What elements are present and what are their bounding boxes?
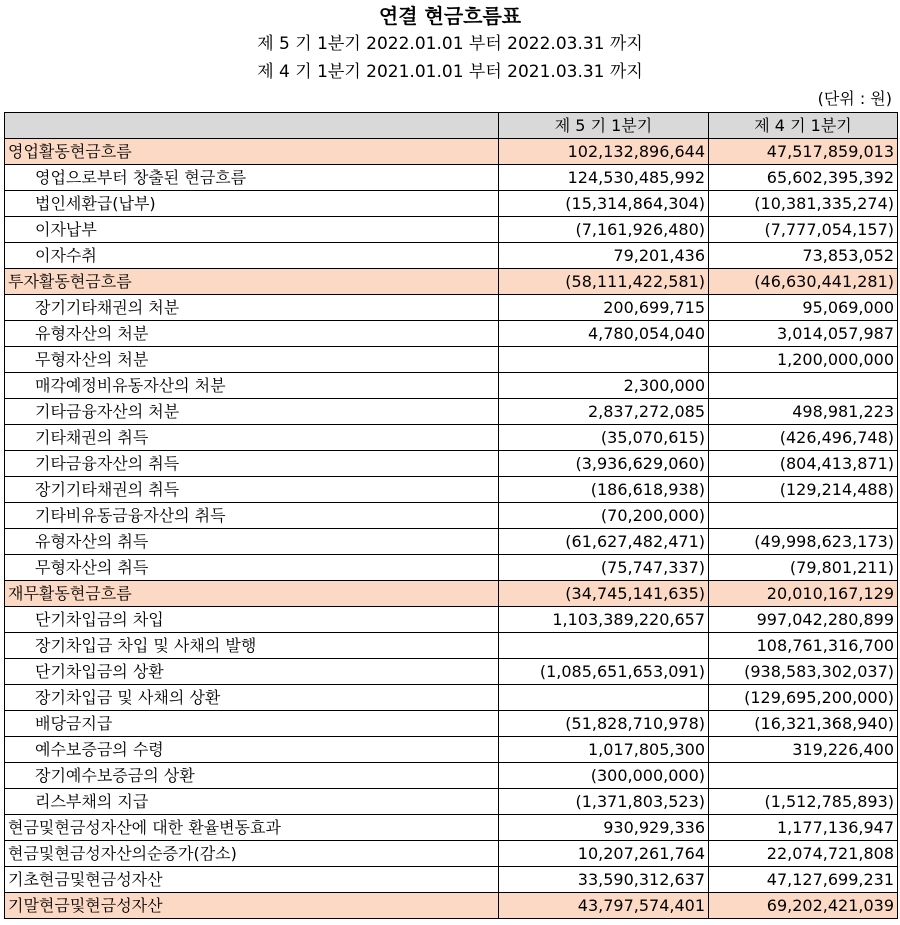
prior-period-value [709, 373, 898, 399]
current-period-value [499, 347, 709, 373]
table-row [5, 737, 898, 763]
current-period-value: 33,590,312,637 [499, 867, 709, 893]
prior-period-value: (804,413,871) [709, 451, 898, 477]
current-period-value: 102,132,896,644 [499, 139, 709, 165]
row-label: 단기차입금의 차입 [5, 607, 499, 633]
prior-period-value: (938,583,302,037) [709, 659, 898, 685]
current-period-value: 4,780,054,040 [499, 321, 709, 347]
prior-period-value: 65,602,395,392 [709, 165, 898, 191]
current-period-value [499, 685, 709, 711]
row-label: 장기차입금 차입 및 사채의 발행 [5, 633, 499, 659]
table-row [5, 633, 898, 659]
prior-period-value: 1,200,000,000 [709, 347, 898, 373]
prior-period-value: (10,381,335,274) [709, 191, 898, 217]
table-row [5, 815, 898, 841]
column-header-current: 제 5 기 1분기 [499, 113, 709, 139]
period-prior: 제 4 기 1분기 2021.01.01 부터 2021.03.31 까지 [257, 62, 643, 82]
current-period-value: (70,200,000) [499, 503, 709, 529]
table-row [5, 867, 898, 893]
current-period-value: 2,837,272,085 [499, 399, 709, 425]
table-row [5, 217, 898, 243]
prior-period-value: (79,801,211) [709, 555, 898, 581]
row-label: 기타채권의 취득 [5, 425, 499, 451]
row-label: 예수보증금의 수령 [5, 737, 499, 763]
column-header-label [5, 113, 499, 139]
current-period-value: 930,929,336 [499, 815, 709, 841]
prior-period-value [709, 763, 898, 789]
table-row [5, 347, 898, 373]
current-period-value: (15,314,864,304) [499, 191, 709, 217]
current-period-value: (1,371,803,523) [499, 789, 709, 815]
table-row [5, 893, 898, 919]
row-label: 유형자산의 취득 [5, 529, 499, 555]
row-label: 기말현금및현금성자산 [5, 893, 499, 919]
current-period-value: 43,797,574,401 [499, 893, 709, 919]
prior-period-value: 69,202,421,039 [709, 893, 898, 919]
table-row [5, 503, 898, 529]
current-period-value: (75,747,337) [499, 555, 709, 581]
table-row [5, 711, 898, 737]
row-label: 유형자산의 처분 [5, 321, 499, 347]
table-row [5, 555, 898, 581]
current-period-value: 10,207,261,764 [499, 841, 709, 867]
current-period-value: 79,201,436 [499, 243, 709, 269]
prior-period-value: 997,042,280,899 [709, 607, 898, 633]
table-row [5, 451, 898, 477]
prior-period-value: (46,630,441,281) [709, 269, 898, 295]
current-period-value: (300,000,000) [499, 763, 709, 789]
row-label: 기타비유동금융자산의 취득 [5, 503, 499, 529]
current-period-value: 1,017,805,300 [499, 737, 709, 763]
table-row [5, 139, 898, 165]
table-row [5, 399, 898, 425]
row-label: 현금및현금성자산의순증가(감소) [5, 841, 499, 867]
prior-period-value: 22,074,721,808 [709, 841, 898, 867]
row-label: 영업으로부터 창출된 현금흐름 [5, 165, 499, 191]
table-row [5, 295, 898, 321]
unit-label: (단위 : 원) [817, 89, 892, 108]
current-period-value: 1,103,389,220,657 [499, 607, 709, 633]
prior-period-value: (1,512,785,893) [709, 789, 898, 815]
prior-period-value: 20,010,167,129 [709, 581, 898, 607]
period-current: 제 5 기 1분기 2022.01.01 부터 2022.03.31 까지 [257, 34, 643, 54]
current-period-value: (51,828,710,978) [499, 711, 709, 737]
current-period-value: (186,618,938) [499, 477, 709, 503]
row-label: 이자수취 [5, 243, 499, 269]
current-period-value: 124,530,485,992 [499, 165, 709, 191]
table-row [5, 659, 898, 685]
prior-period-value: 1,177,136,947 [709, 815, 898, 841]
table-row [5, 789, 898, 815]
table-row [5, 529, 898, 555]
prior-period-value: (16,321,368,940) [709, 711, 898, 737]
table-row [5, 243, 898, 269]
current-period-value: (61,627,482,471) [499, 529, 709, 555]
row-label: 투자활동현금흐름 [5, 269, 499, 295]
table-row [5, 321, 898, 347]
table-row [5, 581, 898, 607]
current-period-value: (7,161,926,480) [499, 217, 709, 243]
prior-period-value: 3,014,057,987 [709, 321, 898, 347]
table-row [5, 191, 898, 217]
row-label: 매각예정비유동자산의 처분 [5, 373, 499, 399]
row-label: 배당금지급 [5, 711, 499, 737]
prior-period-value: 95,069,000 [709, 295, 898, 321]
row-label: 단기차입금의 상환 [5, 659, 499, 685]
row-label: 기초현금및현금성자산 [5, 867, 499, 893]
prior-period-value: (49,998,623,173) [709, 529, 898, 555]
table-row [5, 425, 898, 451]
row-label: 리스부채의 지급 [5, 789, 499, 815]
prior-period-value: 47,127,699,231 [709, 867, 898, 893]
table-row [5, 763, 898, 789]
current-period-value: (3,936,629,060) [499, 451, 709, 477]
prior-period-value: 108,761,316,700 [709, 633, 898, 659]
prior-period-value: (426,496,748) [709, 425, 898, 451]
current-period-value [499, 633, 709, 659]
table-row [5, 373, 898, 399]
row-label: 장기기타채권의 취득 [5, 477, 499, 503]
row-label: 장기차입금 및 사채의 상환 [5, 685, 499, 711]
row-label: 기타금융자산의 취득 [5, 451, 499, 477]
prior-period-value: (7,777,054,157) [709, 217, 898, 243]
statement-title: 연결 현금흐름표 [378, 4, 522, 28]
table-row [5, 165, 898, 191]
table-row [5, 269, 898, 295]
table-row [5, 477, 898, 503]
prior-period-value: (129,695,200,000) [709, 685, 898, 711]
table-row [5, 685, 898, 711]
table-row [5, 841, 898, 867]
table-header-row [5, 113, 898, 139]
prior-period-value: 319,226,400 [709, 737, 898, 763]
prior-period-value: (129,214,488) [709, 477, 898, 503]
row-label: 장기예수보증금의 상환 [5, 763, 499, 789]
prior-period-value: 498,981,223 [709, 399, 898, 425]
current-period-value: 200,699,715 [499, 295, 709, 321]
current-period-value: (58,111,422,581) [499, 269, 709, 295]
row-label: 법인세환급(납부) [5, 191, 499, 217]
row-label: 장기기타채권의 처분 [5, 295, 499, 321]
statement-header [0, 2, 900, 86]
prior-period-value: 73,853,052 [709, 243, 898, 269]
row-label: 무형자산의 취득 [5, 555, 499, 581]
row-label: 무형자산의 처분 [5, 347, 499, 373]
row-label: 영업활동현금흐름 [5, 139, 499, 165]
row-label: 현금및현금성자산에 대한 환율변동효과 [5, 815, 499, 841]
row-label: 이자납부 [5, 217, 499, 243]
current-period-value: (1,085,651,653,091) [499, 659, 709, 685]
row-label: 재무활동현금흐름 [5, 581, 499, 607]
cash-flow-table [4, 112, 898, 919]
prior-period-value [709, 503, 898, 529]
prior-period-value: 47,517,859,013 [709, 139, 898, 165]
table-row [5, 607, 898, 633]
column-header-prior: 제 4 기 1분기 [709, 113, 898, 139]
current-period-value: 2,300,000 [499, 373, 709, 399]
current-period-value: (35,070,615) [499, 425, 709, 451]
row-label: 기타금융자산의 처분 [5, 399, 499, 425]
current-period-value: (34,745,141,635) [499, 581, 709, 607]
